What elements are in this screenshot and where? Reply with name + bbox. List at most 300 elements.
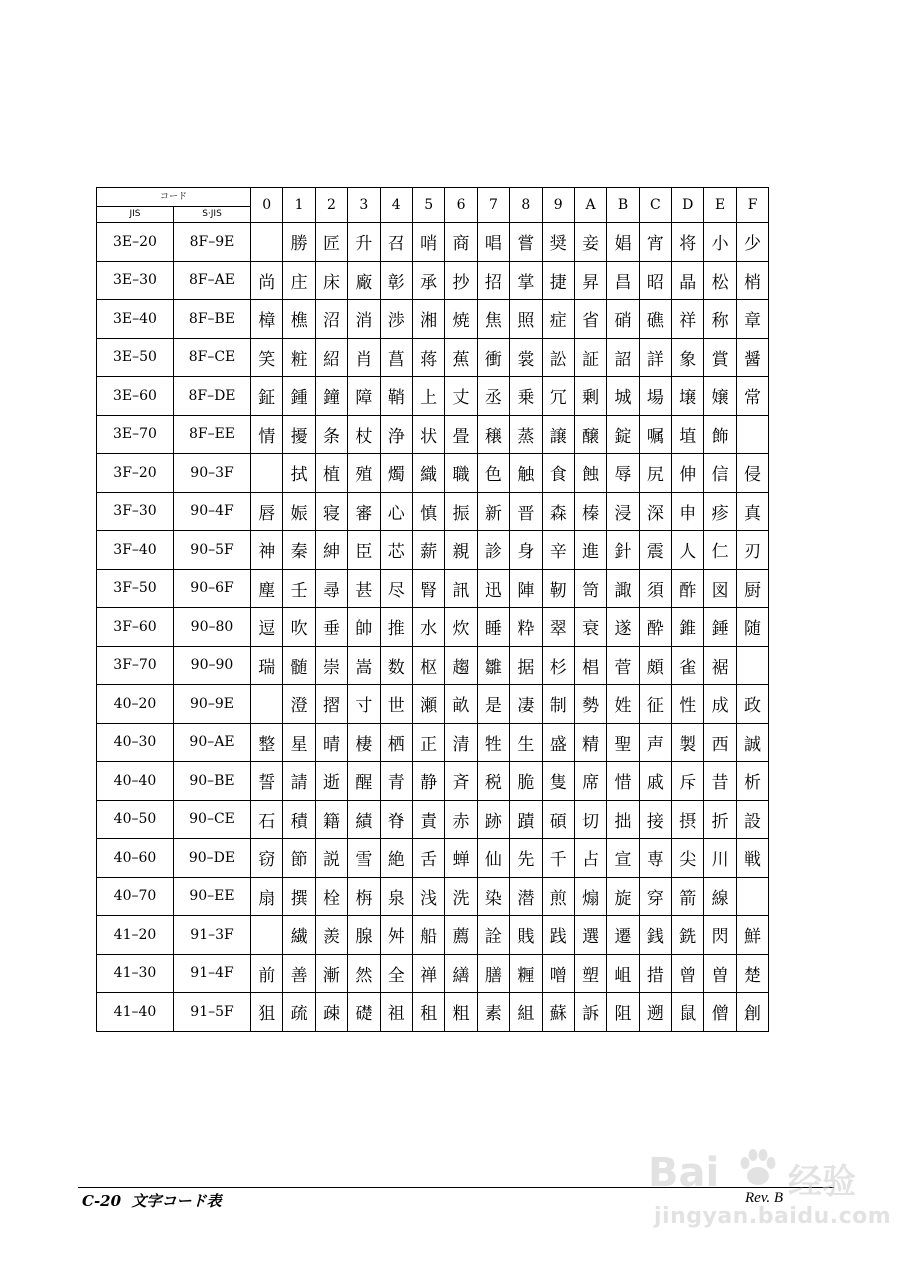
- table-row: [97, 454, 769, 493]
- kanji-cell: 畳: [445, 415, 477, 454]
- kanji-cell: 宵: [639, 223, 671, 262]
- kanji-cell: 泉: [380, 877, 412, 916]
- kanji-cell: 粗: [445, 993, 477, 1032]
- table-row: [97, 646, 769, 685]
- kanji-cell: 積: [283, 800, 315, 839]
- kanji-cell: 証: [574, 338, 606, 377]
- table-row: [97, 877, 769, 916]
- kanji-cell: 蹟: [510, 800, 542, 839]
- kanji-cell: 辱: [607, 454, 639, 493]
- kanji-cell: 嘗: [510, 223, 542, 262]
- kanji-cell: 旋: [607, 877, 639, 916]
- kanji-cell: 醸: [574, 415, 606, 454]
- kanji-cell: 錐: [672, 608, 704, 647]
- sjis-code-cell: 90–CE: [174, 800, 251, 839]
- kanji-cell: 正: [412, 723, 444, 762]
- kanji-cell: 蝉: [445, 839, 477, 878]
- kanji-cell: 糎: [510, 954, 542, 993]
- kanji-cell: 廠: [348, 261, 380, 300]
- kanji-cell: 蒸: [510, 415, 542, 454]
- kanji-cell: 髄: [283, 646, 315, 685]
- kanji-cell: 伸: [672, 454, 704, 493]
- kanji-cell: 践: [542, 916, 574, 955]
- kanji-cell: 脊: [380, 800, 412, 839]
- kanji-cell: 食: [542, 454, 574, 493]
- kanji-cell: 凄: [510, 685, 542, 724]
- kanji-cell: 侵: [736, 454, 768, 493]
- kanji-cell: 診: [477, 531, 509, 570]
- kanji-cell: 壌: [672, 377, 704, 416]
- jis-code-cell: 3F–40: [97, 531, 174, 570]
- kanji-cell: 菅: [607, 646, 639, 685]
- jis-code-cell: 41–30: [97, 954, 174, 993]
- kanji-cell: 漸: [315, 954, 347, 993]
- kanji-cell: 租: [412, 993, 444, 1032]
- kanji-cell: 詮: [477, 916, 509, 955]
- kanji-cell: 妾: [574, 223, 606, 262]
- sjis-header: S·JIS: [174, 207, 251, 223]
- kanji-cell: 整: [251, 723, 283, 762]
- kanji-cell: 畝: [445, 685, 477, 724]
- code-header: コード: [97, 188, 251, 207]
- kanji-cell: 靭: [542, 569, 574, 608]
- kanji-cell: 崇: [315, 646, 347, 685]
- kanji-cell: 審: [348, 492, 380, 531]
- kanji-cell: 箭: [672, 877, 704, 916]
- sjis-code-cell: 90–EE: [174, 877, 251, 916]
- page-title: 文字コード表: [131, 1192, 222, 1210]
- kanji-cell: 栴: [348, 877, 380, 916]
- kanji-cell: 嘱: [639, 415, 671, 454]
- kanji-cell: 撰: [283, 877, 315, 916]
- sjis-code-cell: 8F–DE: [174, 377, 251, 416]
- hex-column-header: 3: [348, 188, 380, 223]
- kanji-cell: 焼: [445, 300, 477, 339]
- sjis-code-cell: 8F–EE: [174, 415, 251, 454]
- kanji-cell: 腺: [348, 916, 380, 955]
- table-row: [97, 261, 769, 300]
- kanji-cell: 選: [574, 916, 606, 955]
- kanji-cell: 趨: [445, 646, 477, 685]
- kanji-cell: 匠: [315, 223, 347, 262]
- kanji-cell: 擾: [283, 415, 315, 454]
- kanji-cell: 松: [704, 261, 736, 300]
- hex-column-header: 7: [477, 188, 509, 223]
- hex-column-header: 2: [315, 188, 347, 223]
- kanji-cell: 栖: [380, 723, 412, 762]
- sjis-code-cell: 8F–9E: [174, 223, 251, 262]
- jis-code-cell: 40–60: [97, 839, 174, 878]
- kanji-cell: 省: [574, 300, 606, 339]
- kanji-cell: 色: [477, 454, 509, 493]
- kanji-cell: 制: [542, 685, 574, 724]
- kanji-cell: 籍: [315, 800, 347, 839]
- kanji-cell: 数: [380, 646, 412, 685]
- table-body: [97, 223, 769, 1032]
- kanji-cell: 晶: [672, 261, 704, 300]
- kanji-cell: 場: [639, 377, 671, 416]
- sjis-code-cell: 90–6F: [174, 569, 251, 608]
- character-code-table: [96, 187, 769, 1032]
- kanji-cell: 常: [736, 377, 768, 416]
- jis-code-cell: 40–30: [97, 723, 174, 762]
- kanji-cell: 素: [477, 993, 509, 1032]
- kanji-cell: 勝: [283, 223, 315, 262]
- kanji-cell: 節: [283, 839, 315, 878]
- kanji-cell: 牲: [477, 723, 509, 762]
- kanji-cell: 身: [510, 531, 542, 570]
- table-row: [97, 223, 769, 262]
- kanji-cell: 晴: [315, 723, 347, 762]
- kanji-cell: 抄: [445, 261, 477, 300]
- kanji-cell: 岨: [607, 954, 639, 993]
- kanji-cell: 腎: [412, 569, 444, 608]
- kanji-cell: 赤: [445, 800, 477, 839]
- jis-code-cell: 40–20: [97, 685, 174, 724]
- kanji-cell: 樟: [251, 300, 283, 339]
- kanji-cell: 税: [477, 762, 509, 801]
- sjis-code-cell: 90–80: [174, 608, 251, 647]
- kanji-cell: 誠: [736, 723, 768, 762]
- kanji-cell: 新: [477, 492, 509, 531]
- kanji-cell: 甚: [348, 569, 380, 608]
- kanji-cell: 静: [412, 762, 444, 801]
- table-row: [97, 762, 769, 801]
- kanji-cell: 禅: [412, 954, 444, 993]
- kanji-cell: 千: [542, 839, 574, 878]
- kanji-cell: 遂: [607, 608, 639, 647]
- kanji-cell: 冗: [542, 377, 574, 416]
- sjis-code-cell: 8F–CE: [174, 338, 251, 377]
- sjis-code-cell: 90–3F: [174, 454, 251, 493]
- sjis-code-cell: 90–90: [174, 646, 251, 685]
- kanji-cell: 将: [672, 223, 704, 262]
- kanji-cell: 推: [380, 608, 412, 647]
- sjis-code-cell: 90–4F: [174, 492, 251, 531]
- kanji-cell: 迅: [477, 569, 509, 608]
- kanji-cell: 寸: [348, 685, 380, 724]
- kanji-cell: 雛: [477, 646, 509, 685]
- kanji-cell: 曾: [672, 954, 704, 993]
- kanji-cell: 蘇: [542, 993, 574, 1032]
- sjis-code-cell: 90–AE: [174, 723, 251, 762]
- kanji-cell: 掌: [510, 261, 542, 300]
- kanji-cell: [736, 877, 768, 916]
- kanji-cell: 吹: [283, 608, 315, 647]
- kanji-cell: 銑: [672, 916, 704, 955]
- jis-code-cell: 3F–60: [97, 608, 174, 647]
- kanji-cell: 臣: [348, 531, 380, 570]
- kanji-cell: 招: [477, 261, 509, 300]
- kanji-cell: 先: [510, 839, 542, 878]
- kanji-cell: 消: [348, 300, 380, 339]
- kanji-cell: 炊: [445, 608, 477, 647]
- kanji-cell: 小: [704, 223, 736, 262]
- kanji-cell: 疏: [283, 993, 315, 1032]
- table-row: [97, 839, 769, 878]
- hex-column-header: A: [574, 188, 606, 223]
- kanji-cell: 昔: [704, 762, 736, 801]
- kanji-cell: 性: [672, 685, 704, 724]
- jis-code-cell: 40–70: [97, 877, 174, 916]
- kanji-cell: 親: [445, 531, 477, 570]
- kanji-cell: 尚: [251, 261, 283, 300]
- kanji-cell: 鉦: [251, 377, 283, 416]
- jis-code-cell: 40–50: [97, 800, 174, 839]
- kanji-cell: 遷: [607, 916, 639, 955]
- kanji-cell: 剰: [574, 377, 606, 416]
- kanji-cell: 芯: [380, 531, 412, 570]
- kanji-cell: 碩: [542, 800, 574, 839]
- kanji-cell: 雀: [672, 646, 704, 685]
- kanji-cell: 障: [348, 377, 380, 416]
- kanji-cell: 前: [251, 954, 283, 993]
- kanji-cell: 震: [639, 531, 671, 570]
- kanji-cell: 疹: [704, 492, 736, 531]
- kanji-cell: [736, 415, 768, 454]
- kanji-cell: 商: [445, 223, 477, 262]
- kanji-cell: 穣: [477, 415, 509, 454]
- kanji-cell: 湘: [412, 300, 444, 339]
- kanji-cell: 丞: [477, 377, 509, 416]
- kanji-cell: 人: [672, 531, 704, 570]
- kanji-cell: 煎: [542, 877, 574, 916]
- hex-column-header: 5: [412, 188, 444, 223]
- kanji-cell: 瑞: [251, 646, 283, 685]
- kanji-cell: 請: [283, 762, 315, 801]
- kanji-cell: 称: [704, 300, 736, 339]
- kanji-cell: 召: [380, 223, 412, 262]
- kanji-cell: 錘: [704, 608, 736, 647]
- kanji-cell: 拭: [283, 454, 315, 493]
- kanji-cell: 壬: [283, 569, 315, 608]
- hex-column-header: 0: [251, 188, 283, 223]
- kanji-cell: 裾: [704, 646, 736, 685]
- kanji-cell: 振: [445, 492, 477, 531]
- kanji-cell: 真: [736, 492, 768, 531]
- kanji-cell: 賞: [704, 338, 736, 377]
- kanji-cell: [251, 223, 283, 262]
- kanji-cell: 植: [315, 454, 347, 493]
- kanji-cell: 蒋: [412, 338, 444, 377]
- kanji-cell: 仙: [477, 839, 509, 878]
- kanji-cell: 蕉: [445, 338, 477, 377]
- kanji-cell: 曽: [704, 954, 736, 993]
- kanji-cell: 嬢: [704, 377, 736, 416]
- kanji-cell: 針: [607, 531, 639, 570]
- kanji-cell: 青: [380, 762, 412, 801]
- kanji-cell: 全: [380, 954, 412, 993]
- jis-code-cell: 3E–40: [97, 300, 174, 339]
- kanji-cell: 措: [639, 954, 671, 993]
- kanji-cell: 成: [704, 685, 736, 724]
- kanji-cell: 沼: [315, 300, 347, 339]
- kanji-cell: [251, 916, 283, 955]
- kanji-cell: 燭: [380, 454, 412, 493]
- kanji-cell: 昇: [574, 261, 606, 300]
- sjis-code-cell: 8F–BE: [174, 300, 251, 339]
- revision-label: Rev. B: [745, 1190, 784, 1206]
- hex-column-header: D: [672, 188, 704, 223]
- kanji-cell: 触: [510, 454, 542, 493]
- kanji-cell: 娠: [283, 492, 315, 531]
- kanji-cell: 殖: [348, 454, 380, 493]
- kanji-cell: 椙: [574, 646, 606, 685]
- sjis-code-cell: 91–3F: [174, 916, 251, 955]
- kanji-cell: 脆: [510, 762, 542, 801]
- kanji-cell: 尖: [672, 839, 704, 878]
- kanji-cell: 政: [736, 685, 768, 724]
- kanji-cell: 梢: [736, 261, 768, 300]
- kanji-cell: 閃: [704, 916, 736, 955]
- sjis-code-cell: 8F–AE: [174, 261, 251, 300]
- kanji-cell: 硝: [607, 300, 639, 339]
- kanji-cell: 窃: [251, 839, 283, 878]
- kanji-cell: 詳: [639, 338, 671, 377]
- jis-code-cell: 41–40: [97, 993, 174, 1032]
- kanji-cell: 絶: [380, 839, 412, 878]
- kanji-cell: 丈: [445, 377, 477, 416]
- hex-column-header: B: [607, 188, 639, 223]
- kanji-cell: 説: [315, 839, 347, 878]
- kanji-cell: 舌: [412, 839, 444, 878]
- kanji-cell: 羨: [315, 916, 347, 955]
- kanji-cell: 信: [704, 454, 736, 493]
- kanji-cell: 瀬: [412, 685, 444, 724]
- kanji-cell: 粋: [510, 608, 542, 647]
- kanji-cell: 占: [574, 839, 606, 878]
- kanji-cell: 戚: [639, 762, 671, 801]
- kanji-cell: 心: [380, 492, 412, 531]
- kanji-cell: 遡: [639, 993, 671, 1032]
- kanji-cell: 醒: [348, 762, 380, 801]
- hex-column-header: 8: [510, 188, 542, 223]
- table-row: [97, 531, 769, 570]
- kanji-cell: 少: [736, 223, 768, 262]
- kanji-cell: 情: [251, 415, 283, 454]
- kanji-cell: 唇: [251, 492, 283, 531]
- jis-code-cell: 41–20: [97, 916, 174, 955]
- kanji-cell: 訟: [542, 338, 574, 377]
- kanji-cell: 彰: [380, 261, 412, 300]
- kanji-cell: 斥: [672, 762, 704, 801]
- sjis-code-cell: 91–4F: [174, 954, 251, 993]
- table-row: [97, 916, 769, 955]
- kanji-cell: 笥: [574, 569, 606, 608]
- kanji-cell: 捷: [542, 261, 574, 300]
- table-row: [97, 954, 769, 993]
- kanji-cell: 棲: [348, 723, 380, 762]
- kanji-cell: 責: [412, 800, 444, 839]
- kanji-cell: 昌: [607, 261, 639, 300]
- kanji-cell: 焦: [477, 300, 509, 339]
- jis-code-cell: 3E–60: [97, 377, 174, 416]
- kanji-cell: 繊: [283, 916, 315, 955]
- jis-code-cell: 3F–70: [97, 646, 174, 685]
- kanji-cell: 狙: [251, 993, 283, 1032]
- kanji-cell: 逝: [315, 762, 347, 801]
- kanji-cell: 紳: [315, 531, 347, 570]
- kanji-cell: 薪: [412, 531, 444, 570]
- table-row: [97, 415, 769, 454]
- kanji-cell: 申: [672, 492, 704, 531]
- kanji-cell: 奨: [542, 223, 574, 262]
- kanji-cell: 阻: [607, 993, 639, 1032]
- kanji-cell: 析: [736, 762, 768, 801]
- kanji-cell: 職: [445, 454, 477, 493]
- kanji-cell: 是: [477, 685, 509, 724]
- kanji-cell: 祖: [380, 993, 412, 1032]
- jis-header: JIS: [97, 207, 174, 223]
- jis-code-cell: 3E–20: [97, 223, 174, 262]
- kanji-cell: 勢: [574, 685, 606, 724]
- kanji-cell: 帥: [348, 608, 380, 647]
- kanji-cell: 庄: [283, 261, 315, 300]
- kanji-cell: 礎: [348, 993, 380, 1032]
- kanji-cell: 鍾: [283, 377, 315, 416]
- kanji-cell: 鮮: [736, 916, 768, 955]
- kanji-cell: 祥: [672, 300, 704, 339]
- kanji-cell: 承: [412, 261, 444, 300]
- kanji-cell: 埴: [672, 415, 704, 454]
- hex-column-header: 9: [542, 188, 574, 223]
- kanji-cell: 陣: [510, 569, 542, 608]
- kanji-cell: 嵩: [348, 646, 380, 685]
- kanji-cell: 訴: [574, 993, 606, 1032]
- kanji-cell: 浄: [380, 415, 412, 454]
- kanji-cell: 精: [574, 723, 606, 762]
- kanji-cell: 噌: [542, 954, 574, 993]
- kanji-cell: 世: [380, 685, 412, 724]
- kanji-cell: 章: [736, 300, 768, 339]
- table-row: [97, 800, 769, 839]
- jis-code-cell: 3E–30: [97, 261, 174, 300]
- kanji-cell: 然: [348, 954, 380, 993]
- kanji-cell: 城: [607, 377, 639, 416]
- kanji-cell: 紹: [315, 338, 347, 377]
- kanji-cell: 尽: [380, 569, 412, 608]
- kanji-cell: 塑: [574, 954, 606, 993]
- kanji-cell: 娼: [607, 223, 639, 262]
- kanji-cell: 鞘: [380, 377, 412, 416]
- kanji-cell: 戦: [736, 839, 768, 878]
- kanji-cell: 蝕: [574, 454, 606, 493]
- kanji-cell: 詔: [607, 338, 639, 377]
- kanji-cell: 澄: [283, 685, 315, 724]
- kanji-cell: 条: [315, 415, 347, 454]
- kanji-cell: 頗: [639, 646, 671, 685]
- kanji-cell: 賎: [510, 916, 542, 955]
- kanji-cell: 組: [510, 993, 542, 1032]
- kanji-cell: 錠: [607, 415, 639, 454]
- sjis-code-cell: 90–BE: [174, 762, 251, 801]
- kanji-cell: 席: [574, 762, 606, 801]
- kanji-cell: [251, 454, 283, 493]
- kanji-cell: 雪: [348, 839, 380, 878]
- sjis-code-cell: 90–DE: [174, 839, 251, 878]
- jis-code-cell: 3F–50: [97, 569, 174, 608]
- kanji-cell: 図: [704, 569, 736, 608]
- kanji-cell: 宣: [607, 839, 639, 878]
- kanji-cell: 哨: [412, 223, 444, 262]
- kanji-cell: 尻: [639, 454, 671, 493]
- kanji-cell: 秦: [283, 531, 315, 570]
- kanji-cell: 昭: [639, 261, 671, 300]
- kanji-cell: 摺: [315, 685, 347, 724]
- kanji-cell: 織: [412, 454, 444, 493]
- kanji-cell: 隻: [542, 762, 574, 801]
- kanji-cell: 訊: [445, 569, 477, 608]
